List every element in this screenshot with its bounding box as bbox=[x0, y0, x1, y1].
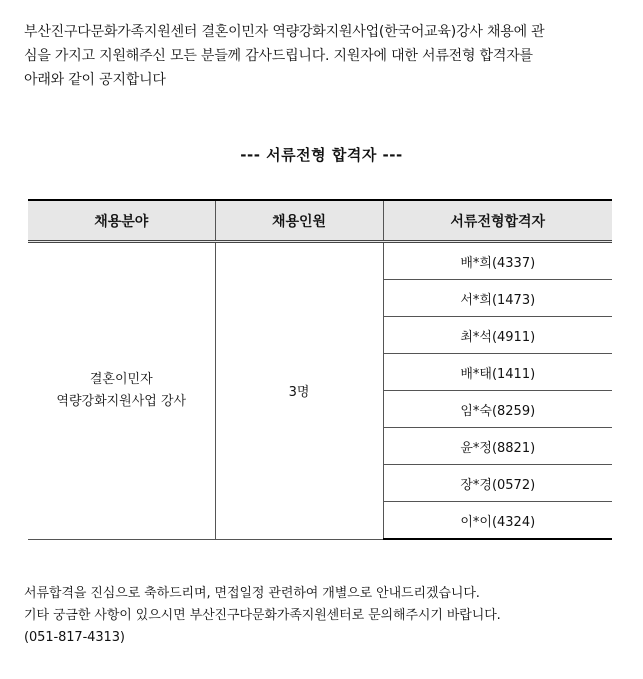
count-cell: 3명 bbox=[215, 242, 383, 540]
section-heading: --- 서류전형 합격자 --- bbox=[240, 146, 403, 164]
intro-line-2: 심을 가지고 지원해주신 모든 분들께 감사드립니다. 지원자에 대한 서류전형 합격자를 bbox=[24, 48, 533, 64]
candidate-cell: 배*태(1411) bbox=[383, 354, 612, 391]
candidate-cell: 서*희(1473) bbox=[383, 280, 612, 317]
closing-line-1: 서류합격을 진심으로 축하드리며, 면접일정 관련하여 개별으로 안내드리겠습니다. bbox=[24, 586, 480, 601]
intro-line-1: 부산진구다문화가족지원센터 결혼이민자 역량강화지원사업(한국어교육)강사 채용에 관 bbox=[24, 24, 545, 40]
candidate-cell: 배*희(4337) bbox=[383, 242, 612, 280]
results-table bbox=[28, 199, 612, 540]
candidate-cell: 윤*정(8821) bbox=[383, 428, 612, 465]
header-candidates: 서류전형합격자 bbox=[383, 200, 612, 242]
candidate-cell: 임*숙(8259) bbox=[383, 391, 612, 428]
candidate-cell: 최*석(4911) bbox=[383, 317, 612, 354]
header-count: 채용인원 bbox=[215, 200, 383, 242]
field-line-1: 결혼이민자 bbox=[89, 371, 153, 387]
header-field: 채용분야 bbox=[28, 200, 215, 242]
field-cell bbox=[28, 242, 215, 540]
candidate-cell: 장*경(0572) bbox=[383, 465, 612, 502]
table-header-row bbox=[28, 200, 612, 242]
closing-paragraph bbox=[24, 583, 624, 649]
intro-paragraph bbox=[24, 20, 616, 92]
candidate-cell: 이*이(4324) bbox=[383, 502, 612, 540]
closing-phone: (051-817-4313) bbox=[24, 630, 125, 645]
closing-line-2: 기타 궁금한 사항이 있으시면 부산진구다문화가족지원센터로 문의해주시기 바랍니다. bbox=[24, 608, 501, 623]
table-row bbox=[28, 242, 612, 280]
field-line-2: 역량강화지원사업 강사 bbox=[56, 393, 187, 409]
intro-line-3: 아래와 같이 공지합니다 bbox=[24, 72, 166, 88]
